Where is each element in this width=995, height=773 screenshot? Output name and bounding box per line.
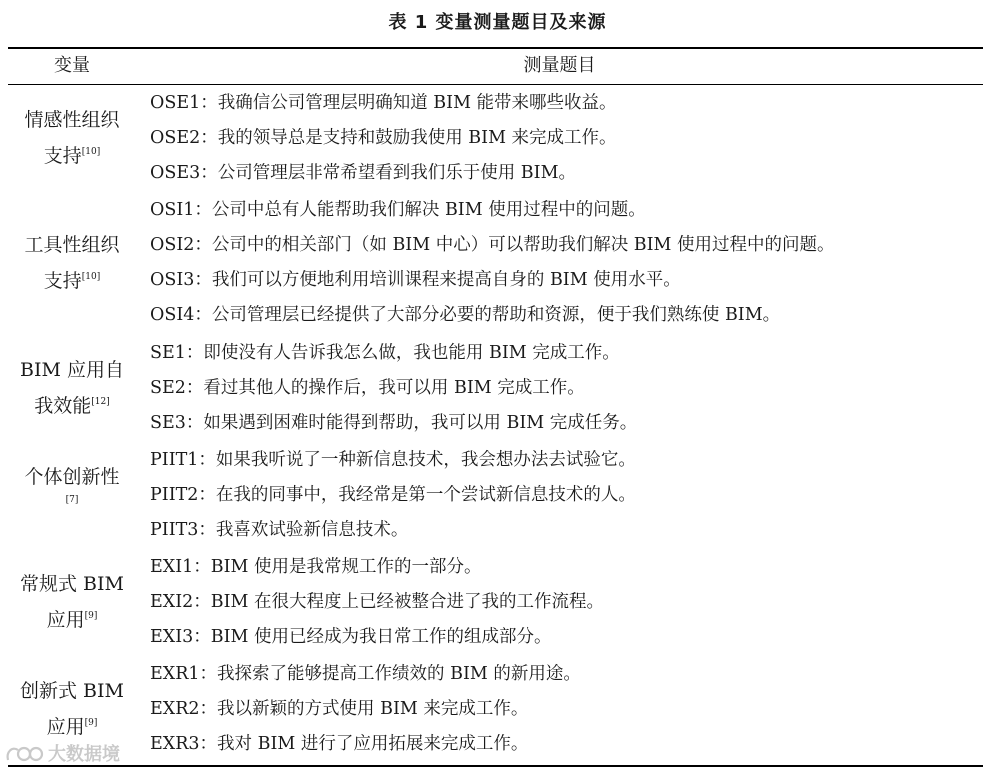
variable-line: 常规式 BIM (20, 573, 124, 595)
variable-line: 情感性组织 (24, 109, 120, 131)
variable-cell (8, 336, 136, 440)
list-item: EXR2：我以新颖的方式使用 BIM 来完成工作。 (150, 699, 529, 719)
variable-line: 个体创新性 (24, 466, 120, 488)
variable-line: 应用 (46, 716, 85, 738)
bottom-rule (8, 765, 983, 767)
list-item: SE2：看过其他人的操作后，我可以用 BIM 完成工作。 (150, 378, 585, 398)
variable-line: 应用 (46, 609, 85, 631)
citation: [9] (84, 718, 98, 728)
list-item: SE1：即使没有人告诉我怎么做，我也能用 BIM 完成工作。 (150, 343, 620, 363)
list-item: EXI1：BIM 使用是我常规工作的一部分。 (150, 557, 482, 577)
list-item: OSE3：公司管理层非常希望看到我们乐于使用 BIM。 (150, 163, 576, 183)
list-item: EXR3：我对 BIM 进行了应用拓展来完成工作。 (150, 734, 529, 754)
header-rule (8, 84, 983, 85)
top-rule (8, 47, 983, 49)
list-item: OSE2：我的领导总是支持和鼓励我使用 BIM 来完成工作。 (150, 128, 617, 148)
list-item: PIIT2：在我的同事中，我经常是第一个尝试新信息技术的人。 (150, 485, 636, 505)
list-item: OSI3：我们可以方便地利用培训课程来提高自身的 BIM 使用水平。 (150, 270, 681, 290)
table-group (8, 443, 983, 547)
citation: [7] (65, 495, 79, 505)
list-item: SE3：如果遇到困难时能得到帮助，我可以用 BIM 完成任务。 (150, 413, 638, 433)
watermark-text: 大数据境 (48, 744, 120, 765)
list-item: EXI2：BIM 在很大程度上已经被整合进了我的工作流程。 (150, 592, 605, 612)
table-title: 表 1 变量测量题目及来源 (388, 12, 607, 33)
variable-line: 我效能 (34, 395, 92, 417)
list-item: EXR1：我探索了能够提高工作绩效的 BIM 的新用途。 (150, 664, 581, 684)
citation: [10] (81, 147, 101, 157)
table-group (8, 657, 983, 761)
table-group (8, 336, 983, 440)
list-item: OSI2：公司中的相关部门（如 BIM 中心）可以帮助我们解决 BIM 使用过程中的问题。 (150, 235, 835, 255)
header-items: 测量题目 (523, 55, 596, 76)
variable-line: 支持 (43, 270, 82, 292)
variable-cell (8, 550, 136, 654)
variable-line: BIM 应用自 (20, 359, 124, 381)
table-group (8, 193, 983, 333)
variable-cell (8, 86, 136, 190)
citation: [9] (84, 611, 98, 621)
variable-cell (8, 193, 136, 333)
table-group (8, 550, 983, 654)
variable-cell (8, 443, 136, 547)
list-item: PIIT3：我喜欢试验新信息技术。 (150, 520, 409, 540)
logo-icon (4, 742, 44, 764)
list-item: OSI4：公司管理层已经提供了大部分必要的帮助和资源，便于我们熟练使 BIM。 (150, 305, 781, 325)
variable-line: 支持 (43, 145, 82, 167)
list-item: EXI3：BIM 使用已经成为我日常工作的组成部分。 (150, 627, 552, 647)
variable-line: 工具性组织 (24, 234, 120, 256)
list-item: OSE1：我确信公司管理层明确知道 BIM 能带来哪些收益。 (150, 93, 617, 113)
watermark (4, 740, 120, 766)
variable-line: 创新式 BIM (20, 680, 124, 702)
list-item: OSI1：公司中总有人能帮助我们解决 BIM 使用过程中的问题。 (150, 200, 646, 220)
citation: [12] (91, 397, 110, 407)
header-variable: 变量 (54, 55, 90, 76)
list-item: PIIT1：如果我听说了一种新信息技术，我会想办法去试验它。 (150, 450, 636, 470)
table-group (8, 86, 983, 190)
citation: [10] (81, 272, 101, 282)
